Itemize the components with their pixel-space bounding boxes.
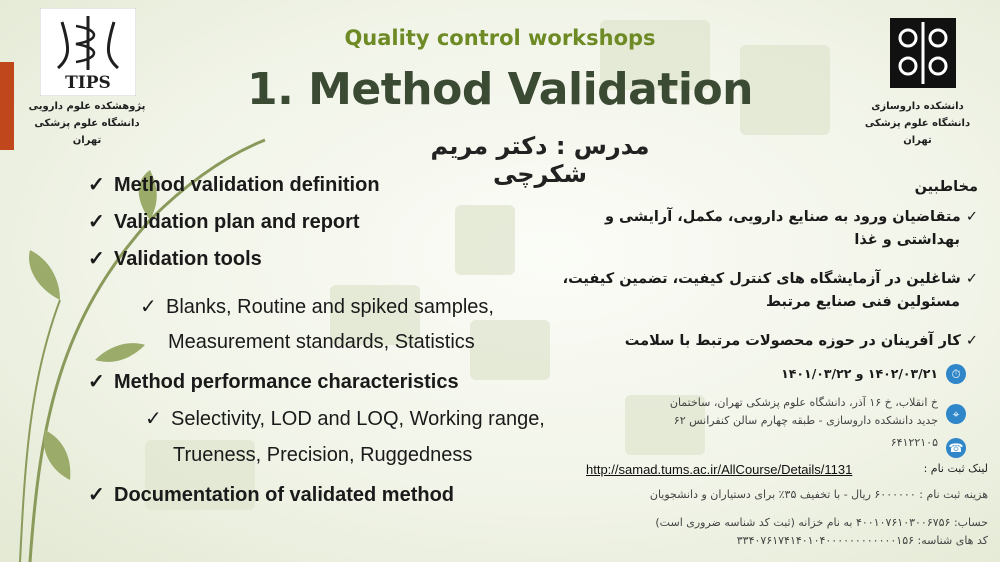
subtopic-label: Measurement standards, Statistics xyxy=(168,331,475,353)
check-icon: ✓ xyxy=(960,271,978,287)
check-icon: ✓ xyxy=(960,209,978,225)
right-institute-line2: دانشگاه علوم پزشکی تهران xyxy=(864,118,971,146)
audience-item xyxy=(540,268,978,314)
audience-text: متقاضیان ورود به صنایع دارویی، مکمل، آرایشی و xyxy=(605,209,961,225)
subtopic-label: Trueness, Precision, Ruggedness xyxy=(173,444,473,466)
topic-label: Method validation definition xyxy=(114,174,380,196)
id-code: کد های شناسه: ۳۳۴۰۷۶۱۷۴۱۴۰۱۰۴۰۰۰۰۰۰۰۰۰۰۰۰۱۵۶ xyxy=(736,534,988,547)
subtopic-item xyxy=(140,294,494,319)
tips-logo-text: TIPS xyxy=(65,73,111,93)
topic-item xyxy=(88,369,459,394)
phone-number: ۶۴۱۲۲۱۰۵ xyxy=(890,436,938,449)
check-icon: ✓ xyxy=(145,408,162,430)
address-line1: خ انقلاب، خ ۱۶ آذر، دانشگاه علوم پزشکی تهران، ساختمان xyxy=(669,396,938,409)
registration-link[interactable]: http://samad.tums.ac.ir/AllCourse/Details/1131 xyxy=(586,462,853,477)
audience-text: مسئولین فنی صنایع مرتبط xyxy=(766,294,960,310)
subtopic-item xyxy=(145,406,545,431)
audience-item xyxy=(540,330,978,353)
audience-heading: مخاطبین xyxy=(914,179,978,195)
clock-icon: ⏱ xyxy=(946,364,966,384)
topic-item xyxy=(88,482,454,507)
check-icon: ✓ xyxy=(88,248,105,270)
instructor: مدرس : دکتر مریم شکرچی xyxy=(430,132,650,188)
registration-fee: هزینه ثبت نام : ۶۰۰۰۰۰۰ ریال - با تخفیف ۳۵٪ برای دستیاران و دانشجویان xyxy=(649,488,988,501)
bank-account: حساب: ۴۰۰۱۰۷۶۱۰۳۰۰۶۷۵۶ به نام خزانه (ثبت کد شناسه ضروری است) xyxy=(655,516,988,529)
check-icon: ✓ xyxy=(960,333,978,349)
subtopic-label: Blanks, Routine and spiked samples, xyxy=(166,296,494,318)
subtopic-item xyxy=(168,331,475,354)
subtopic-label: Selectivity, LOD and LOQ, Working range, xyxy=(171,408,545,430)
check-icon: ✓ xyxy=(88,371,105,393)
left-institute-line1: پژوهشکده علوم دارویی xyxy=(28,101,146,112)
topic-label: Validation plan and report xyxy=(114,211,360,233)
topic-label: Validation tools xyxy=(114,248,262,270)
map-pin-icon: ⌖ xyxy=(946,404,966,424)
topic-label: Documentation of validated method xyxy=(114,484,455,506)
check-icon: ✓ xyxy=(88,174,105,196)
check-icon: ✓ xyxy=(140,296,157,318)
topic-item xyxy=(88,172,380,197)
audience-text: بهداشتی و غذا xyxy=(854,232,960,248)
topic-item xyxy=(88,246,262,271)
check-icon: ✓ xyxy=(88,211,105,233)
topic-label: Method performance characteristics xyxy=(114,371,459,393)
address-line2: جدید دانشکده داروسازی - طبقه چهارم سالن کنفرانس ۶۲ xyxy=(673,414,938,427)
phone-icon: ☎ xyxy=(946,438,966,458)
left-institute-line2: دانشگاه علوم پزشکی تهران xyxy=(34,118,140,146)
topic-item xyxy=(88,209,360,234)
registration-link-label: لینک ثبت نام : xyxy=(923,462,988,475)
puzzle-decoration xyxy=(470,320,550,380)
audience-text: کار آفرینان در حوزه محصولات مرتبط با سلامت xyxy=(624,333,961,349)
workshop-title: Quality control workshops xyxy=(344,26,656,50)
subtopic-item xyxy=(173,444,472,467)
main-title: 1. Method Validation xyxy=(246,64,754,115)
puzzle-decoration xyxy=(455,205,515,275)
address xyxy=(560,394,938,430)
event-dates: ۱۴۰۲/۰۳/۲۱ و ۱۴۰۱/۰۳/۲۲ xyxy=(781,366,938,381)
check-icon: ✓ xyxy=(88,484,105,506)
audience-item xyxy=(540,206,978,252)
right-institute-line1: دانشکده داروسازی xyxy=(871,101,964,112)
audience-text: شاغلین در آزمایشگاه های کنترل کیفیت، تضمین کیفیت، xyxy=(562,271,961,287)
